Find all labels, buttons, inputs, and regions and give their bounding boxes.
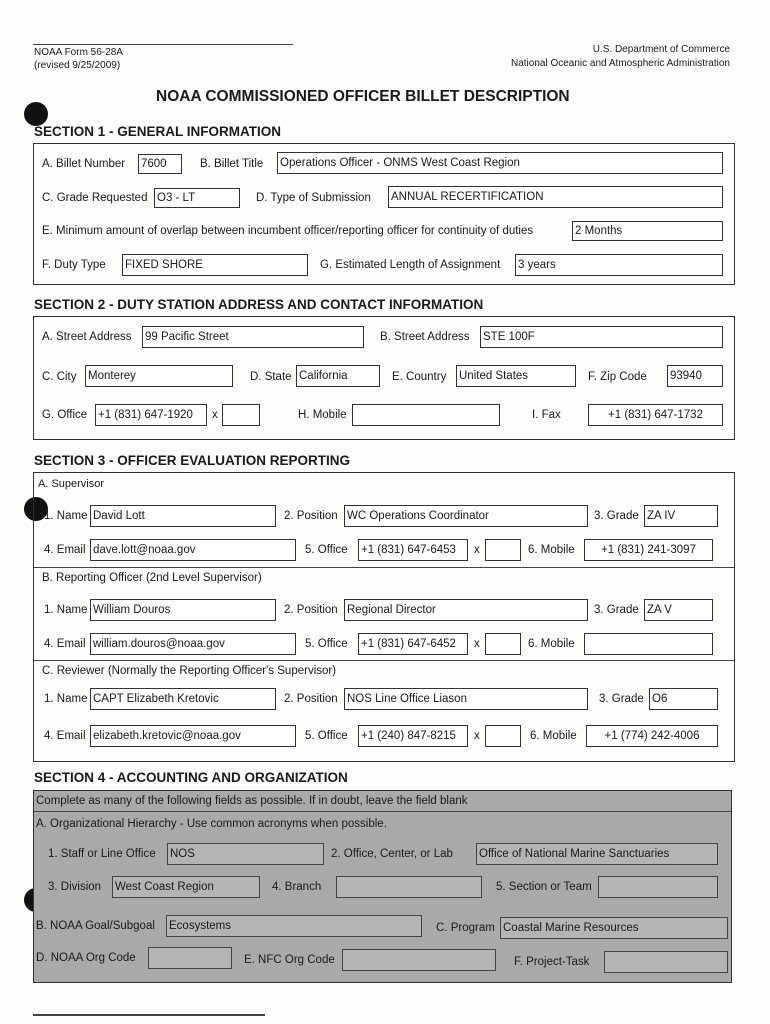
overlap-label: E. Minimum amount of overlap between incumbent officer/reporting officer for continuity of duties: [42, 225, 534, 237]
division-field[interactable]: West Coast Region: [112, 876, 260, 898]
mobile-field[interactable]: [352, 404, 500, 426]
city-field[interactable]: Monterey: [85, 365, 233, 387]
staff-office-field[interactable]: NOS: [167, 843, 324, 865]
section-3-heading: SECTION 3 - OFFICER EVALUATION REPORTING: [34, 453, 351, 468]
noaa-org-code-field[interactable]: [148, 947, 232, 969]
supervisor-grade-field[interactable]: ZA IV: [644, 505, 718, 527]
assignment-length-label: G. Estimated Length of Assignment: [320, 259, 501, 271]
program-label: C. Program: [436, 922, 495, 934]
reporting-ext-field[interactable]: [485, 633, 521, 655]
overlap-field[interactable]: 2 Months: [572, 221, 723, 241]
reviewer-name-label: 1. Name: [44, 693, 88, 705]
supervisor-grade-label: 3. Grade: [594, 510, 639, 522]
reporting-ext-x: x: [474, 638, 480, 650]
reporting-officer-heading: B. Reporting Officer (2nd Level Supervisor): [42, 572, 262, 584]
reviewer-position-field[interactable]: NOS Line Office Liason: [344, 688, 588, 710]
state-field[interactable]: California: [296, 365, 380, 387]
section-1-heading: SECTION 1 - GENERAL INFORMATION: [34, 124, 282, 139]
duty-type-label: F. Duty Type: [42, 259, 106, 271]
reviewer-grade-label: 3. Grade: [599, 693, 644, 705]
supervisor-position-label: 2. Position: [284, 510, 338, 522]
reviewer-mobile-field[interactable]: +1 (774) 242-4006: [586, 725, 718, 747]
office-center-lab-label: 2. Office, Center, or Lab: [331, 848, 453, 860]
reporting-mobile-field[interactable]: [584, 633, 713, 655]
billet-title-field[interactable]: Operations Officer - ONMS West Coast Region: [277, 152, 723, 174]
street-address-b-field[interactable]: STE 100F: [480, 326, 723, 348]
supervisor-office-field[interactable]: +1 (831) 647-6453: [358, 539, 468, 561]
submission-type-label: D. Type of Submission: [256, 192, 371, 204]
grade-requested-field[interactable]: O3 - LT: [154, 188, 240, 208]
org-hierarchy-heading: A. Organizational Hierarchy - Use common acronyms when possible.: [36, 818, 387, 830]
page-title: NOAA COMMISSIONED OFFICER BILLET DESCRIPTION: [156, 88, 570, 105]
reviewer-position-label: 2. Position: [284, 693, 338, 705]
section-3-divider-c: [33, 660, 735, 661]
footer-rule: [33, 1014, 265, 1016]
reviewer-grade-field[interactable]: O6: [649, 688, 718, 710]
street-address-b-label: B. Street Address: [380, 331, 470, 343]
supervisor-mobile-field[interactable]: +1 (831) 241-3097: [584, 539, 713, 561]
office-ext-field[interactable]: [222, 404, 260, 426]
reporting-name-label: 1. Name: [44, 604, 88, 616]
street-address-a-label: A. Street Address: [42, 331, 132, 343]
reviewer-name-field[interactable]: CAPT Elizabeth Kretovic: [90, 688, 276, 710]
project-task-label: F. Project-Task: [514, 956, 590, 968]
agency: National Oceanic and Atmospheric Administration: [510, 58, 730, 69]
office-phone-field[interactable]: +1 (831) 647-1920: [95, 404, 207, 426]
reporting-grade-field[interactable]: ZA V: [644, 599, 713, 621]
section-3-divider-b: [33, 567, 735, 568]
office-center-lab-field[interactable]: Office of National Marine Sanctuaries: [476, 843, 718, 865]
section-4-instruction: Complete as many of the following fields as possible. If in doubt, leave the field blank: [36, 795, 468, 807]
zip-code-field[interactable]: 93940: [667, 365, 723, 387]
noaa-goal-label: B. NOAA Goal/Subgoal: [36, 920, 155, 932]
form-revised: (revised 9/25/2009): [34, 60, 121, 71]
supervisor-office-label: 5. Office: [305, 544, 348, 556]
reviewer-heading: C. Reviewer (Normally the Reporting Officer's Supervisor): [42, 665, 337, 677]
billet-title-label: B. Billet Title: [200, 158, 264, 170]
fax-label: I. Fax: [532, 409, 561, 421]
section-4-heading: SECTION 4 - ACCOUNTING AND ORGANIZATION: [34, 770, 348, 785]
project-task-field[interactable]: [604, 951, 728, 973]
section-2-heading: SECTION 2 - DUTY STATION ADDRESS AND CONTACT INFORMATION: [34, 297, 484, 312]
grade-requested-label: C. Grade Requested: [42, 192, 148, 204]
submission-type-field[interactable]: ANNUAL RECERTIFICATION: [388, 186, 723, 208]
country-label: E. Country: [392, 371, 447, 383]
section-4-divider: [33, 811, 732, 812]
reviewer-email-field[interactable]: elizabeth.kretovic@noaa.gov: [90, 725, 296, 747]
reporting-position-label: 2. Position: [284, 604, 338, 616]
noaa-org-code-label: D. NOAA Org Code: [36, 952, 136, 964]
reporting-office-field[interactable]: +1 (831) 647-6452: [358, 633, 468, 655]
supervisor-ext-x: x: [474, 544, 480, 556]
reporting-position-field[interactable]: Regional Director: [344, 599, 588, 621]
reviewer-office-field[interactable]: +1 (240) 847-8215: [358, 725, 468, 747]
reporting-email-field[interactable]: william.douros@noaa.gov: [90, 633, 296, 655]
punch-hole-top: [24, 102, 48, 126]
street-address-a-field[interactable]: 99 Pacific Street: [142, 326, 364, 348]
supervisor-ext-field[interactable]: [485, 539, 521, 561]
supervisor-name-label: 1. Name: [44, 510, 88, 522]
reporting-office-label: 5. Office: [305, 638, 348, 650]
nfc-org-code-label: E. NFC Org Code: [244, 954, 335, 966]
noaa-goal-field[interactable]: Ecosystems: [166, 915, 422, 937]
mobile-label: H. Mobile: [298, 409, 347, 421]
header-rule: [33, 44, 293, 45]
reporting-mobile-label: 6. Mobile: [528, 638, 575, 650]
billet-number-label: A. Billet Number: [42, 158, 126, 170]
branch-field[interactable]: [336, 876, 482, 898]
reporting-name-field[interactable]: William Douros: [90, 599, 276, 621]
section-team-field[interactable]: [598, 876, 718, 898]
zip-code-label: F. Zip Code: [588, 371, 647, 383]
state-label: D. State: [250, 371, 292, 383]
reviewer-office-label: 5. Office: [305, 730, 348, 742]
city-label: C. City: [42, 371, 77, 383]
reviewer-mobile-label: 6. Mobile: [530, 730, 577, 742]
reviewer-ext-field[interactable]: [485, 725, 521, 747]
supervisor-email-field[interactable]: dave.lott@noaa.gov: [90, 539, 296, 561]
supervisor-mobile-label: 6. Mobile: [528, 544, 575, 556]
country-field[interactable]: United States: [456, 365, 576, 387]
program-field[interactable]: Coastal Marine Resources: [500, 917, 728, 939]
reporting-email-label: 4. Email: [44, 638, 86, 650]
supervisor-email-label: 4. Email: [44, 544, 86, 556]
division-label: 3. Division: [48, 881, 102, 893]
office-phone-label: G. Office: [42, 409, 88, 421]
supervisor-position-field[interactable]: WC Operations Coordinator: [344, 505, 588, 527]
billet-number-field[interactable]: 7600: [138, 154, 182, 174]
duty-type-field[interactable]: FIXED SHORE: [122, 254, 308, 276]
nfc-org-code-field[interactable]: [342, 949, 496, 971]
department: U.S. Department of Commerce: [592, 44, 730, 55]
fax-field[interactable]: +1 (831) 647-1732: [588, 404, 723, 426]
reviewer-email-label: 4. Email: [44, 730, 86, 742]
section-team-label: 5. Section or Team: [496, 881, 592, 893]
staff-office-label: 1. Staff or Line Office: [48, 848, 156, 860]
branch-label: 4. Branch: [272, 881, 322, 893]
reviewer-ext-x: x: [474, 730, 480, 742]
office-ext-x: x: [212, 409, 218, 421]
form-id: NOAA Form 56-28A: [34, 47, 123, 58]
assignment-length-field[interactable]: 3 years: [515, 254, 723, 276]
supervisor-name-field[interactable]: David Lott: [90, 505, 276, 527]
reporting-grade-label: 3. Grade: [594, 604, 639, 616]
supervisor-heading: A. Supervisor: [38, 478, 105, 490]
